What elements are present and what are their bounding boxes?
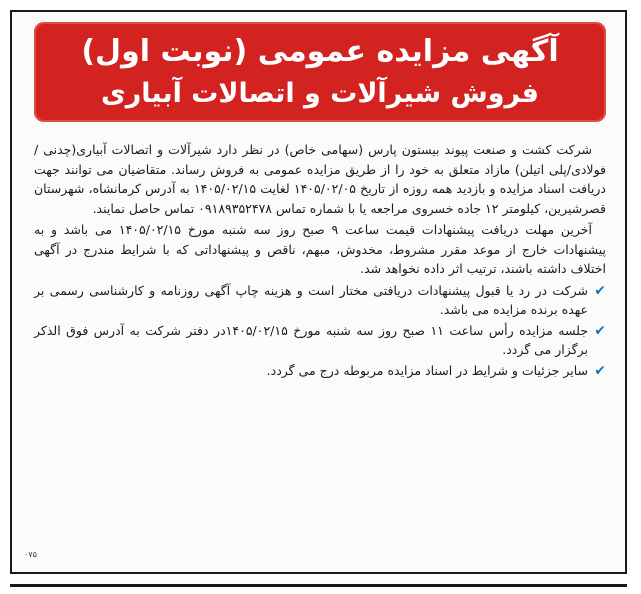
notice-body bbox=[34, 140, 606, 381]
conditions-list bbox=[34, 281, 606, 381]
check-icon: ✔ bbox=[594, 362, 606, 379]
title-banner bbox=[34, 22, 606, 122]
title-line-2: فروش شیرآلات و اتصالات آبیاری bbox=[101, 78, 539, 109]
paragraph-deadline: آخرین مهلت دریافت پیشنهادات قیمت ساعت ۹ صبح روز سه شنبه مورخ ۱۴۰۵/۰۲/۱۵ می باشد و به پیشنهادات خارج از موعد مقرر مشروط، مخدوش، مبهم، ناقص و پیشنهاداتی که با شرایط مندرج در آگهی اختلاف داشته باشند، ترتیب اثر داده نخواهد شد. bbox=[34, 222, 606, 276]
paragraph-intro: شرکت کشت و صنعت پیوند بیستون پارس (سهامی خاص) در نظر دارد شیرآلات و اتصالات آبیاری(چدنی /فولادی/پلی اتیلن) مازاد متعلق به خود را از طریق مزایده عمومی به فروش رساند. متقاضیان می توانند جهت دریافت اسناد مزایده و بازدید همه روزه از تاریخ ۱۴۰۵/۰۲/۰۵ لغایت ۱۴۰۵/۰۲/۱۵ به آدرس کرمانشاه، شهرستان قصرشیرین، کیلومتر ۱۲ جاده خسروی مراجعه یا با شماره تماس ۰۹۱۸۹۳۵۲۴۷۸ تماس حاصل نمایند. bbox=[34, 142, 606, 216]
list-item-text: سایر جزئیات و شرایط در اسناد مزایده مربوطه درج می گردد. bbox=[266, 362, 588, 378]
list-item bbox=[34, 281, 606, 320]
list-item-text: شرکت در رد یا قبول پیشنهادات دریافتی مختار است و هزینه چاپ آگهی روزنامه و کارشناسی رسمی بر عهده برنده مزایده می باشد. bbox=[34, 282, 588, 317]
title-line-1: آگهی مزایده عمومی (نوبت اول) bbox=[81, 34, 559, 69]
list-item bbox=[34, 361, 606, 381]
list-item bbox=[34, 321, 606, 360]
list-item-text: جلسه مزایده رأس ساعت ۱۱ صبح روز سه شنبه مورخ ۱۴۰۵/۰۲/۱۵در دفتر شرکت به آدرس فوق الذکر برگزار می گردد. bbox=[34, 322, 588, 357]
footnote-code: ۰۷۵ bbox=[24, 550, 37, 559]
bottom-divider bbox=[10, 584, 627, 587]
check-icon: ✔ bbox=[594, 282, 606, 299]
check-icon: ✔ bbox=[594, 322, 606, 339]
